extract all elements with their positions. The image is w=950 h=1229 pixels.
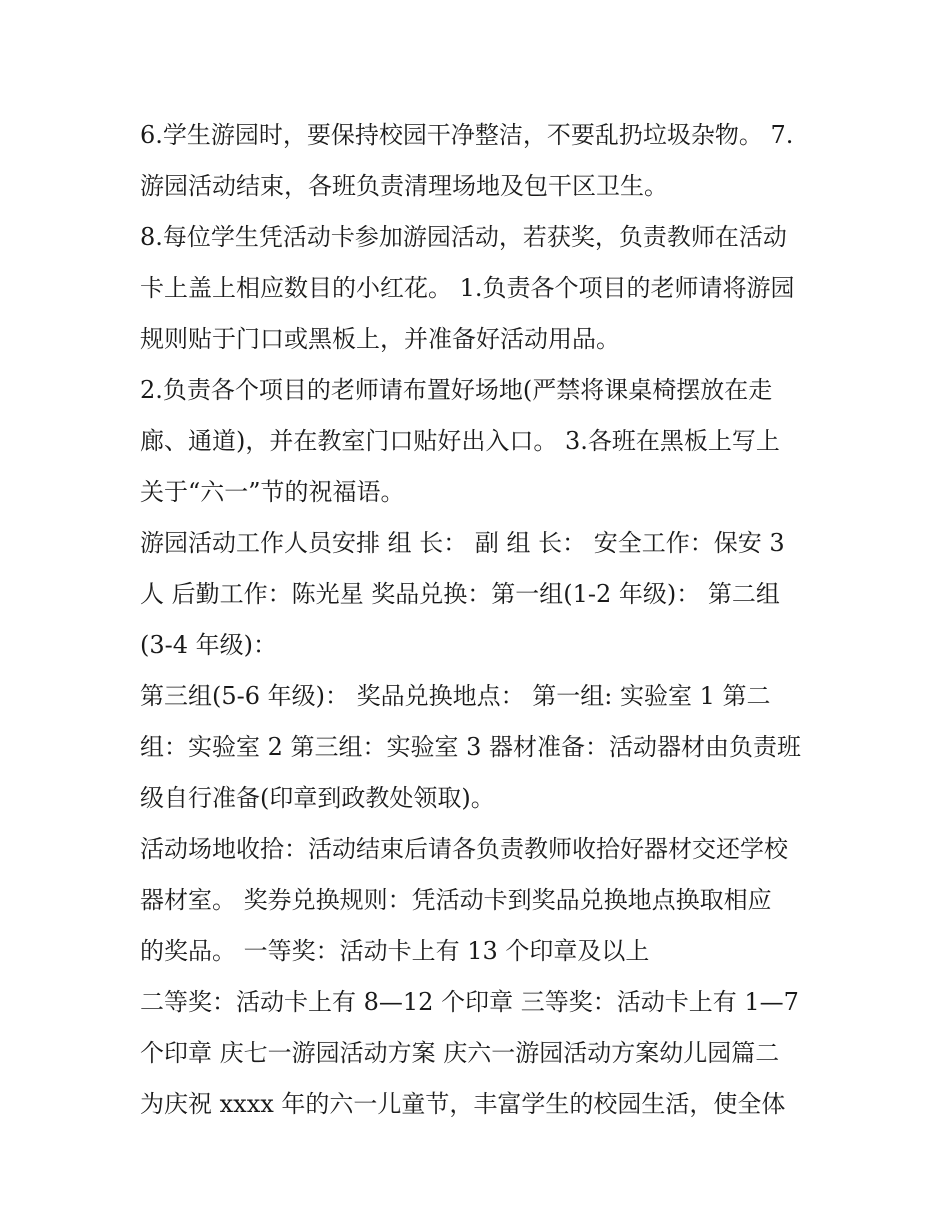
text-line: 二等奖：活动卡上有 8—12 个印章 三等奖：活动卡上有 1—7 (140, 988, 799, 1016)
text-line: 人 后勤工作：陈光星 奖品兑换：第一组(1-2 年级)： 第二组 (140, 580, 780, 608)
text-line: 廊、通道)，并在教室门口贴好出入口。 3.各班在黑板上写上 (140, 427, 780, 455)
text-line: 第三组(5-6 年级)： 奖品兑换地点： 第一组: 实验室 1 第二 (140, 682, 771, 710)
text-line: 6.学生游园时，要保持校园干净整洁，不要乱扔垃圾杂物。 7. (140, 121, 794, 149)
document-body (140, 110, 820, 1130)
text-line: 组：实验室 2 第三组：实验室 3 器材准备：活动器材由负责班 (140, 733, 802, 761)
text-line: 卡上盖上相应数目的小红花。 1.负责各个项目的老师请将游园 (140, 274, 795, 302)
text-line: 8.每位学生凭活动卡参加游园活动，若获奖，负责教师在活动 (140, 223, 787, 251)
text-line: 关于“六一”节的祝福语。 (140, 478, 405, 506)
text-line: 的奖品。 一等奖：活动卡上有 13 个印章及以上 (140, 937, 650, 965)
text-line: (3-4 年级)： (140, 631, 278, 659)
text-line: 活动场地收拾：活动结束后请各负责教师收拾好器材交还学校 (140, 835, 788, 863)
text-line: 游园活动结束，各班负责清理场地及包干区卫生。 (140, 172, 668, 200)
text-line: 为庆祝 xxxx 年的六一儿童节，丰富学生的校园生活，使全体 (140, 1090, 786, 1118)
text-line: 级自行准备(印章到政教处领取)。 (140, 784, 495, 812)
text-line: 规则贴于门口或黑板上，并准备好活动用品。 (140, 325, 620, 353)
text-line: 器材室。 奖券兑换规则：凭活动卡到奖品兑换地点换取相应 (140, 886, 772, 914)
text-line: 游园活动工作人员安排 组 长： 副 组 长： 安全工作：保安 3 (140, 529, 785, 557)
text-line: 个印章 庆七一游园活动方案 庆六一游园活动方案幼儿园篇二 (140, 1039, 780, 1067)
text-line: 2.负责各个项目的老师请布置好场地(严禁将课桌椅摆放在走 (140, 376, 773, 404)
